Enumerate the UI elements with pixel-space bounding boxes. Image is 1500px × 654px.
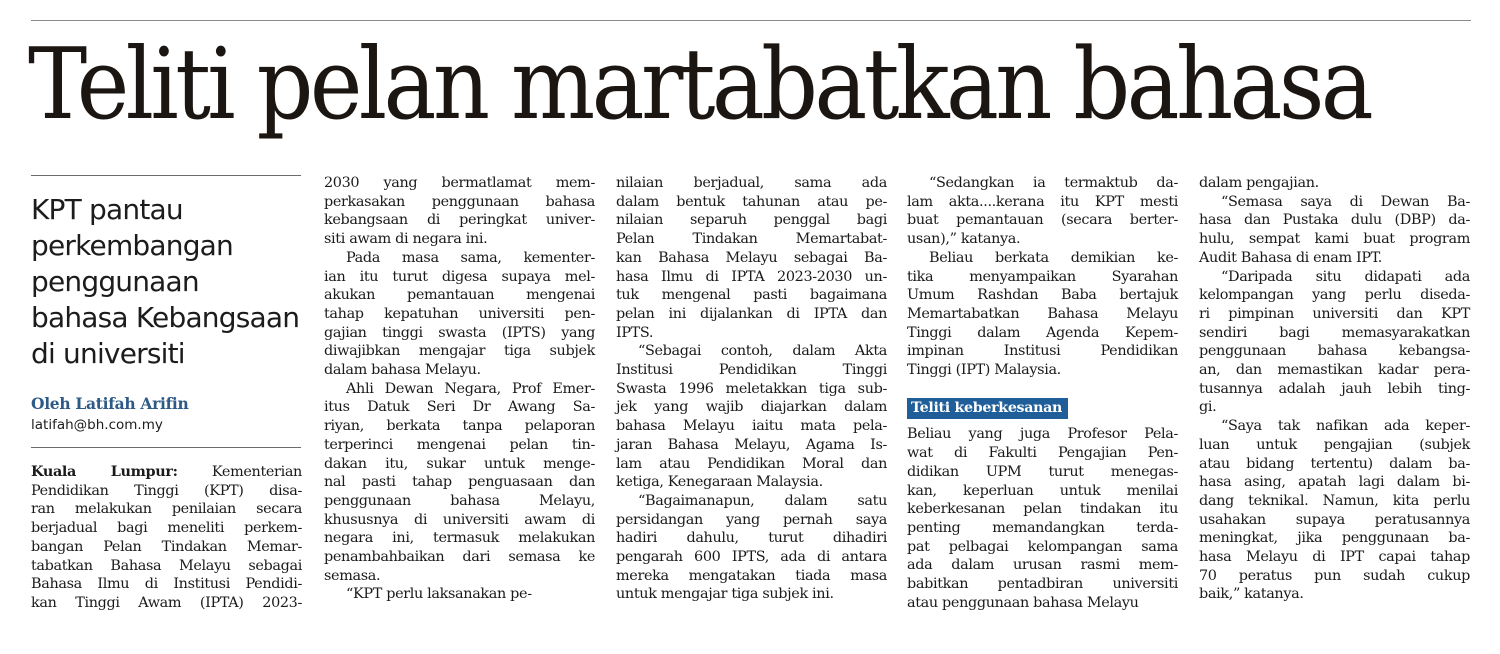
text-line: nal pasti tahap penguasaan dan <box>324 474 595 491</box>
text-line: Ahli Dewan Negara, Prof Emer- <box>346 380 595 397</box>
lead-paragraph <box>31 463 302 613</box>
text-line: bangan Pelan Tindakan Memar- <box>31 538 302 555</box>
text-line: “Bagaimanapun, dalam satu <box>638 492 887 509</box>
text-line: Memartabatkan Bahasa Melayu <box>907 305 1178 322</box>
column-4-top <box>907 174 1178 380</box>
text-line: bahasa Melayu iaitu mata pela- <box>616 418 887 435</box>
text-line: tusannya adalah jauh lebih ting- <box>1199 380 1470 397</box>
text-line: Institusi Pendidikan Tinggi <box>616 362 887 379</box>
paragraph <box>907 174 1178 249</box>
paragraph <box>907 425 1178 612</box>
text-line: lam akta....kerana itu KPT mesti <box>907 193 1178 210</box>
text-line: didikan UPM turut menegas- <box>907 463 1178 480</box>
text-line: 2030 yang bermatlamat mem- <box>324 175 595 191</box>
text-line: Kuala Lumpur: Kementerian <box>31 463 302 480</box>
text-line: penggunaan bahasa kebangsa- <box>1199 343 1470 360</box>
text-line: kan, keperluan untuk menilai <box>907 482 1178 499</box>
text-line: akukan pemantauan mengenai <box>324 287 595 304</box>
lead-dateline: Kuala Lumpur: <box>31 463 178 480</box>
text-line: pelan ini dijalankan di IPTA dan <box>616 305 887 322</box>
text-line: Bahasa Ilmu di Institusi Pendidi- <box>31 576 302 593</box>
text-line: ada dalam urusan rasmi mem- <box>907 557 1178 574</box>
text-line: “Sebagai contoh, dalam Akta <box>638 343 887 360</box>
article-column-2 <box>324 174 595 604</box>
paragraph <box>616 492 887 604</box>
text-line: penggunaan bahasa Melayu, <box>324 492 595 509</box>
text-line: khususnya di universiti awam di <box>324 511 595 528</box>
text-line: Beliau yang juga Profesor Pela- <box>907 426 1178 443</box>
text-line: siti awam di negara ini. <box>324 231 488 248</box>
text-line: kelompangan yang perlu diseda- <box>1199 287 1470 304</box>
text-line: semasa. <box>324 567 381 584</box>
text-line: luan untuk pengajian (subjek <box>1199 436 1470 453</box>
text-line: ian itu turut digesa supaya mel- <box>324 268 595 285</box>
text-line: persidangan yang pernah saya <box>616 511 887 528</box>
text-line: itus Datuk Seri Dr Awang Sa- <box>324 399 595 416</box>
text-line: Beliau berkata demikian ke- <box>929 249 1178 266</box>
text-line: Audit Bahasa di enam IPT. <box>1199 249 1383 266</box>
text-line: 70 peratus pun sudah cukup <box>1199 567 1470 584</box>
sidebar-top-rule <box>31 175 301 176</box>
text-line: kan Tinggi Awam (IPTA) 2023- <box>31 594 302 611</box>
article-column-1 <box>31 463 302 613</box>
headline: Teliti pelan martabatkan bahasa <box>28 28 1371 142</box>
text-line: dalam bentuk tahunan atau pe- <box>616 193 887 210</box>
text-line: “Sedangkan ia termaktub da- <box>929 175 1178 191</box>
text-line: keberkesanan pelan tindakan itu <box>907 501 1178 518</box>
text-line: IPTS. <box>616 324 654 341</box>
text-line: dang teknikal. Namun, kita perlu <box>1199 492 1470 509</box>
text-line: pengarah 600 IPTS, ada di antara <box>616 549 887 566</box>
text-line: riyan, berkata tanpa pelaporan <box>324 418 595 435</box>
text-line: wat di Fakulti Pengajian Pen- <box>907 445 1178 462</box>
text-line: hadiri dahulu, turut dihadiri <box>616 530 887 547</box>
text-line: hulu, sempat kami buat program <box>1199 231 1470 248</box>
text-line: kan Bahasa Melayu sebagai Ba- <box>616 249 887 266</box>
byline-author: Oleh Latifah Arifin <box>31 394 189 413</box>
text-line: gajian tinggi swasta (IPTS) yang <box>324 324 595 341</box>
text-line: lam atau Pendidikan Moral dan <box>616 455 887 472</box>
text-line: untuk mengajar tiga subjek ini. <box>616 586 834 603</box>
paragraph <box>1199 268 1470 418</box>
paragraph <box>616 342 887 492</box>
paragraph <box>324 380 595 586</box>
section-subheading: Teliti keberkesanan <box>907 398 1068 420</box>
text-line: penting memandangkan terda- <box>907 519 1178 536</box>
text-line: ri pimpinan universiti dan KPT <box>1199 305 1470 322</box>
text-line: hasa Melayu di IPT capai tahap <box>1199 549 1470 566</box>
text-line: Umum Rashdan Baba bertajuk <box>907 287 1178 304</box>
text-line: jek yang wajib diajarkan dalam <box>616 399 887 416</box>
sidebar-bottom-rule <box>31 447 301 448</box>
text-line: atau penggunaan bahasa Melayu <box>907 594 1139 611</box>
text-line: ketiga, Kenegaraan Malaysia. <box>616 474 823 491</box>
top-rule <box>31 20 1471 21</box>
paragraph <box>1199 417 1470 604</box>
text-line: buat pemantauan (secara berter- <box>907 212 1178 229</box>
text-line: dakan itu, sukar untuk menge- <box>324 455 595 472</box>
text-line: “Saya tak nafikan ada keper- <box>1221 418 1470 435</box>
text-line: negara ini, termasuk melakukan <box>324 530 595 547</box>
byline-email: latifah@bh.com.my <box>31 417 163 433</box>
text-line: baik,” katanya. <box>1199 586 1304 603</box>
paragraph <box>1199 193 1470 268</box>
text-line: usan),” katanya. <box>907 231 1021 248</box>
text-line: Swasta 1996 meletakkan tiga sub- <box>616 380 887 397</box>
text-line: “KPT perlu laksanakan pe- <box>346 586 532 603</box>
text-line: an, dan memastikan kadar pera- <box>1199 362 1470 379</box>
text-line: Pelan Tindakan Memartabat- <box>616 231 887 248</box>
text-line: tuk mengenal pasti bagaimana <box>616 287 887 304</box>
text-line: ran melakukan penilaian secara <box>31 501 302 518</box>
text-line: atau bidang tertentu) dalam ba- <box>1199 455 1470 472</box>
paragraph <box>1199 174 1470 193</box>
paragraph <box>907 249 1178 380</box>
text-line: penambahbaikan dari semasa ke <box>324 549 595 566</box>
text-line: sendiri bagi memasyarakatkan <box>1199 324 1470 341</box>
text-line: hasa Ilmu di IPTA 2023-2030 un- <box>616 268 887 285</box>
article-column-5 <box>1199 174 1470 604</box>
text-line: tika menyampaikan Syarahan <box>907 268 1178 285</box>
text-line: impinan Institusi Pendidikan <box>907 343 1178 360</box>
text-line: pat pelbagai kelompangan sama <box>907 538 1178 555</box>
text-line: gi. <box>1199 399 1217 416</box>
column-4-bottom <box>907 425 1178 612</box>
text-line: hasa asing, apatah lagi dalam bi- <box>1199 474 1470 491</box>
text-line: Pendidikan Tinggi (KPT) disa- <box>31 482 302 499</box>
text-line: nilaian separuh penggal bagi <box>616 212 887 229</box>
text-line: terperinci mengenai pelan tin- <box>324 436 595 453</box>
text-line: mereka mengatakan tiada masa <box>616 567 887 584</box>
text-line: jaran Bahasa Melayu, Agama Is- <box>616 436 887 453</box>
paragraph <box>324 585 595 604</box>
text-line: “Semasa saya di Dewan Ba- <box>1221 193 1470 210</box>
text-line: nilaian berjadual, sama ada <box>616 175 887 191</box>
kicker-subtitle: KPT pantau perkembangan penggunaan bahasa Kebangsaan di universiti <box>31 193 300 370</box>
text-line: meningkat, jika penggunaan ba- <box>1199 530 1470 547</box>
text-line: diwajibkan mengajar tiga subjek <box>324 343 595 360</box>
text-line: kebangsaan di peringkat univer- <box>324 212 595 229</box>
text-line: berjadual bagi meneliti perkem- <box>31 520 302 537</box>
article-column-3 <box>616 174 887 604</box>
text-line: tabatkan Bahasa Melayu sebagai <box>31 557 302 574</box>
paragraph <box>324 174 595 249</box>
text-line: “Daripada situ didapati ada <box>1221 268 1470 285</box>
paragraph <box>616 174 887 342</box>
text-line: dalam bahasa Melayu. <box>324 362 481 379</box>
text-line: Tinggi (IPT) Malaysia. <box>907 362 1061 379</box>
text-line: usahakan supaya peratusannya <box>1199 511 1470 528</box>
article-column-4 <box>907 174 1178 612</box>
text-line: Pada masa sama, kementer- <box>346 249 595 266</box>
text-line: tahap kepatuhan universiti pen- <box>324 305 595 322</box>
text-line: dalam pengajian. <box>1199 175 1319 191</box>
paragraph <box>324 249 595 380</box>
text-line: Tinggi dalam Agenda Kepem- <box>907 324 1178 341</box>
text-line: babitkan pentadbiran universiti <box>907 576 1178 593</box>
sidebar <box>31 175 301 448</box>
text-line: perkasakan penggunaan bahasa <box>324 193 595 210</box>
text-line: hasa dan Pustaka dulu (DBP) da- <box>1199 212 1470 229</box>
